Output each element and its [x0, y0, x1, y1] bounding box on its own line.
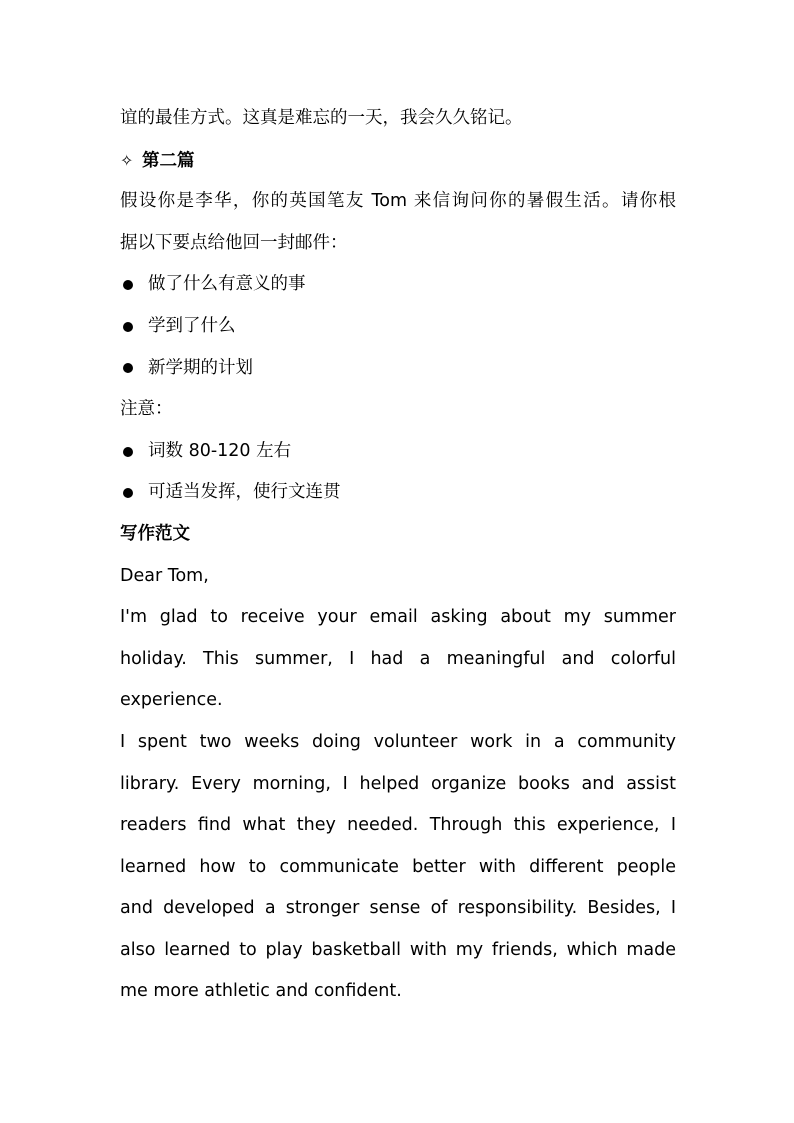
letter-line: readers find what they needed. Through this experience, I: [120, 815, 676, 836]
prompt-line-1: 假设你是李华，你的英国笔友 Tom 来信询问你的暑假生活。请你根: [120, 191, 676, 212]
bullet-icon: [123, 488, 133, 498]
letter-line: holiday. This summer, I had a meaningful and colorful: [120, 648, 676, 669]
note-label: 注意：: [120, 399, 173, 420]
letter-line: I spent two weeks doing volunteer work in a community: [120, 731, 676, 752]
section-heading: [120, 140, 676, 182]
point-text: 做了什么有意义的事: [148, 274, 306, 295]
point-text: 学到了什么: [148, 315, 236, 336]
list-item: [120, 472, 676, 514]
note-text: 可适当发挥，使行文连贯: [148, 482, 341, 503]
bullet-icon: [123, 280, 133, 290]
prompt-line-2: 据以下要点给他回一封邮件：: [120, 232, 348, 253]
bullet-icon: [123, 447, 133, 457]
letter-line: I'm glad to receive your email asking about my summer: [120, 607, 676, 628]
diamond-icon: ✧: [120, 150, 134, 170]
letter-greeting: Dear Tom,: [120, 565, 209, 586]
letter-line: and developed a stronger sense of responsibility. Besides, I: [120, 898, 676, 919]
list-item: [120, 264, 676, 306]
letter-line: library. Every morning, I helped organize books and assist: [120, 773, 676, 794]
note-text: 词数 80-120 左右: [148, 440, 292, 461]
letter-line: learned how to communicate better with different people: [120, 856, 676, 877]
letter-line: also learned to play basketball with my friends, which made: [120, 939, 676, 960]
point-text: 新学期的计划: [148, 357, 253, 378]
list-item: [120, 348, 676, 390]
letter-line: experience.: [120, 690, 223, 711]
bullet-icon: [123, 322, 133, 332]
section-title: 第二篇: [142, 150, 195, 171]
bullet-icon: [123, 363, 133, 373]
letter-line: me more athletic and confident.: [120, 981, 402, 1002]
continued-paragraph: 谊的最佳方式。这真是难忘的一天，我会久久铭记。: [120, 108, 523, 128]
list-item: [120, 431, 676, 473]
sample-heading: 写作范文: [120, 523, 190, 544]
list-item: [120, 306, 676, 348]
document-body: [120, 98, 676, 1013]
